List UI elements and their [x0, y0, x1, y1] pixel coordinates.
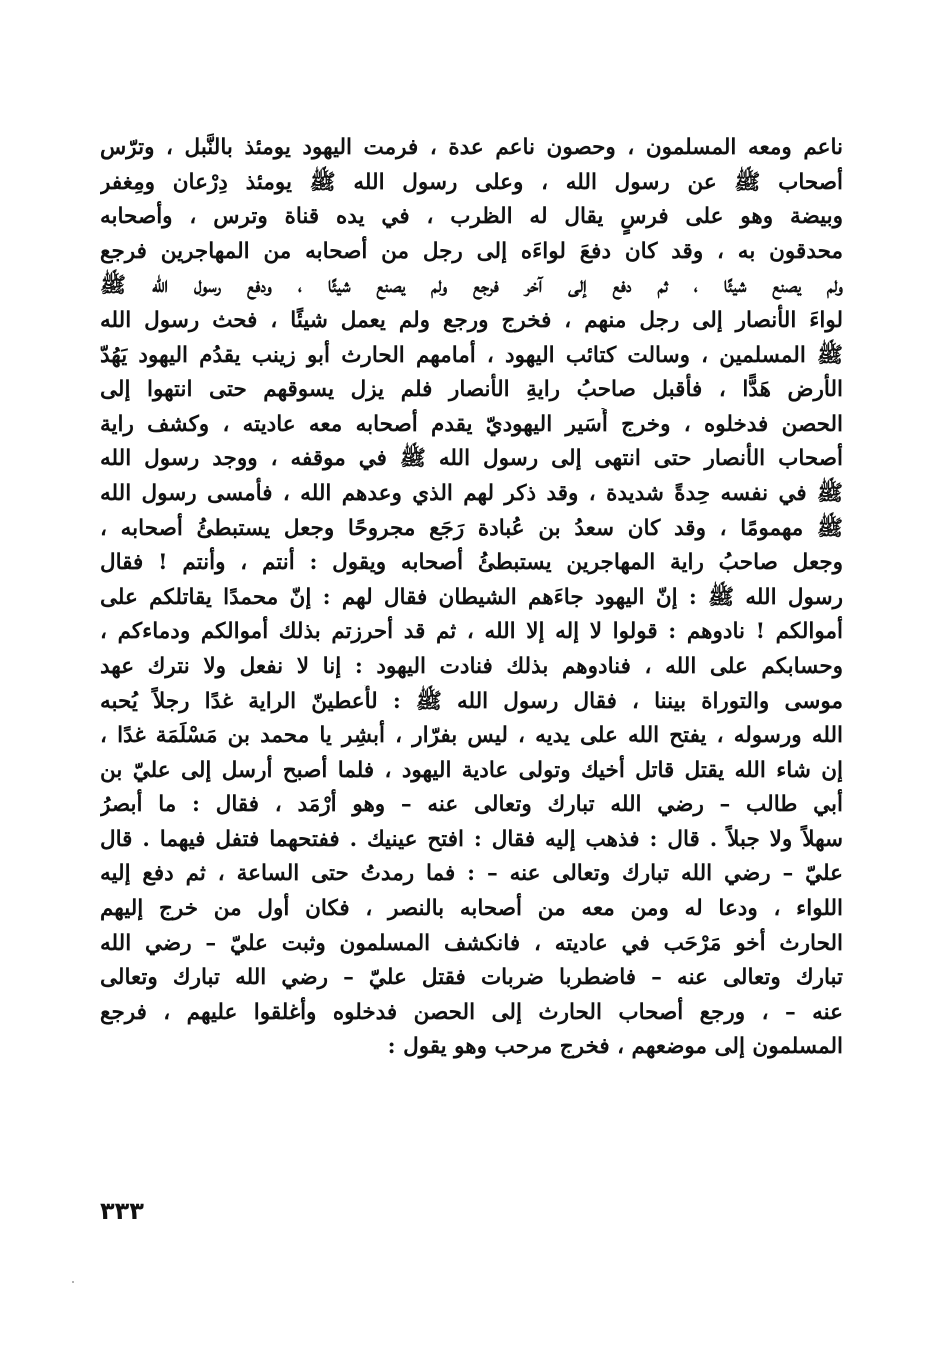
text-line: أصحاب الأنصار حتى انتهى إلى رسول الله ﷺ في موقفه ، ووجد رسول الله [100, 446, 843, 472]
text-line: عنه – ، ورجع أصحاب الحارث إلى الحصن فدخلوه وأغلقوا عليهم ، فرجع [100, 999, 843, 1025]
text-line: أموالكم ! نادوهم : قولوا لا إله إلا الله ، ثم قد أحرزتم بذلك أموالكم ودماءكم ، [100, 619, 843, 645]
text-line: ﷺ في نفسه حِدةً شديدة ، وقد ذكر لهم الذي وعدهم الله ، فأمسى رسول الله [100, 480, 843, 506]
text-line: الحارث أخو مَرْحَب في عاديته ، فانكشف المسلمون وثبت عليّ – رضي الله [100, 930, 843, 956]
text-line: موسى والتوراة بيننا ، فقال رسول الله ﷺ : لأُعطينّ الراية غدًا رجلاً يُحبه [100, 688, 843, 714]
text-line: محدقون به ، وقد كان دفعَ لواءَه إلى رجل من أصحابه من المهاجرين فرجع [100, 238, 843, 264]
text-line: ﷺ المسلمين ، وسالت كتائب اليهود ، أمامهم الحارث أبو زينب يقدُم اليهود يَهُدّ [100, 342, 843, 368]
text-line: اللواء ، ودعا له ومن معه من أصحابه بالنصر ، فكان أول من خرج إليهم [100, 896, 843, 922]
text-line: إن شاء الله يقتل قاتل أخيك وتولى عادية اليهود ، فلما أصبح أرسل إلى عليّ بن [100, 757, 843, 783]
text-line: أصحاب ﷺ عن رسول الله ، وعلى رسول الله ﷺ يومئذ دِرْعان ومِغفر [100, 169, 843, 195]
text-line: ﷺ مهمومًا ، وقد كان سعدُ بن عُبادة رَجَع مجروحًا وجعل يستبطئُ أصحابه ، [100, 515, 843, 541]
text-line: الأرض هَدًّا ، فأقبل صاحبُ رايةِ الأنصار فلم يزل يسوقهم حتى انتهوا إلى [100, 377, 843, 403]
text-line: ولم يصنع شيئًا ، ثم دفع إلى آخر فرجع ولم يصنع شيئًا ، ودفع رسول الله ﷺ [100, 273, 843, 299]
text-line: عليّ – رضي الله تبارك وتعالى عنه – : فما رمدتُ حتى الساعة ، ثم دفع إليه [100, 861, 843, 887]
text-line: ناعم ومعه المسلمون ، وحصون ناعم عدة ، فرمت اليهود يومئذ بالنَّبل ، وترّس [100, 135, 843, 160]
text-line: تبارك وتعالى عنه – فاضطربا ضربات فقتل عليّ – رضي الله تبارك وتعالى [100, 965, 843, 991]
body-text [100, 131, 843, 1065]
text-line: الله ورسوله ، يفتح الله على يديه ، ليس بفرّار ، أبشِر يا محمد بن مَسْلَمَة غدًا ، [100, 723, 843, 749]
text-line: رسول الله ﷺ : إنّ اليهود جاءَهم الشيطان فقال لهم : إنّ محمدًا يقاتلكم على [100, 584, 843, 610]
text-line: أبي طالب – رضي الله تبارك وتعالى عنه – وهو أرْمَد ، فقال : ما أبصرُ [100, 792, 843, 818]
text-line: الحصن فدخلوه ، وخرج أُسَير اليهوديّ يقدم أصحابه معه عاديته ، وكشف راية [100, 411, 843, 437]
text-line: لواءَ الأنصار إلى رجل منهم ، فخرج ورجع ولم يعمل شيئًا ، فحث رسول الله [100, 307, 843, 333]
text-line: سهلاً ولا جبلاً . قال : فذهب إليه فقال : افتح عينيك . ففتحهما فتفل فيهما . قال [100, 826, 843, 852]
text-line-last: المسلمون إلى موضعهم ، فخرج مرحب وهو يقول : [387, 1034, 843, 1060]
text-line: وحسابكم على الله ، فنادوهم بذلك فنادت اليهود : إنا لا نفعل ولا نترك عهد [100, 653, 843, 679]
text-line: وبيضة وهو على فرسٍ يقال له الظرب ، في يده قناة وترس ، وأصحابه [100, 204, 843, 230]
scan-speck [72, 1281, 74, 1283]
text-line: وجعل صاحبُ راية المهاجرين يستبطئُ أصحابه ويقول : أنتم ، وأنتم ! فقال [100, 550, 843, 576]
page-number: ٣٣٣ [100, 1197, 144, 1225]
